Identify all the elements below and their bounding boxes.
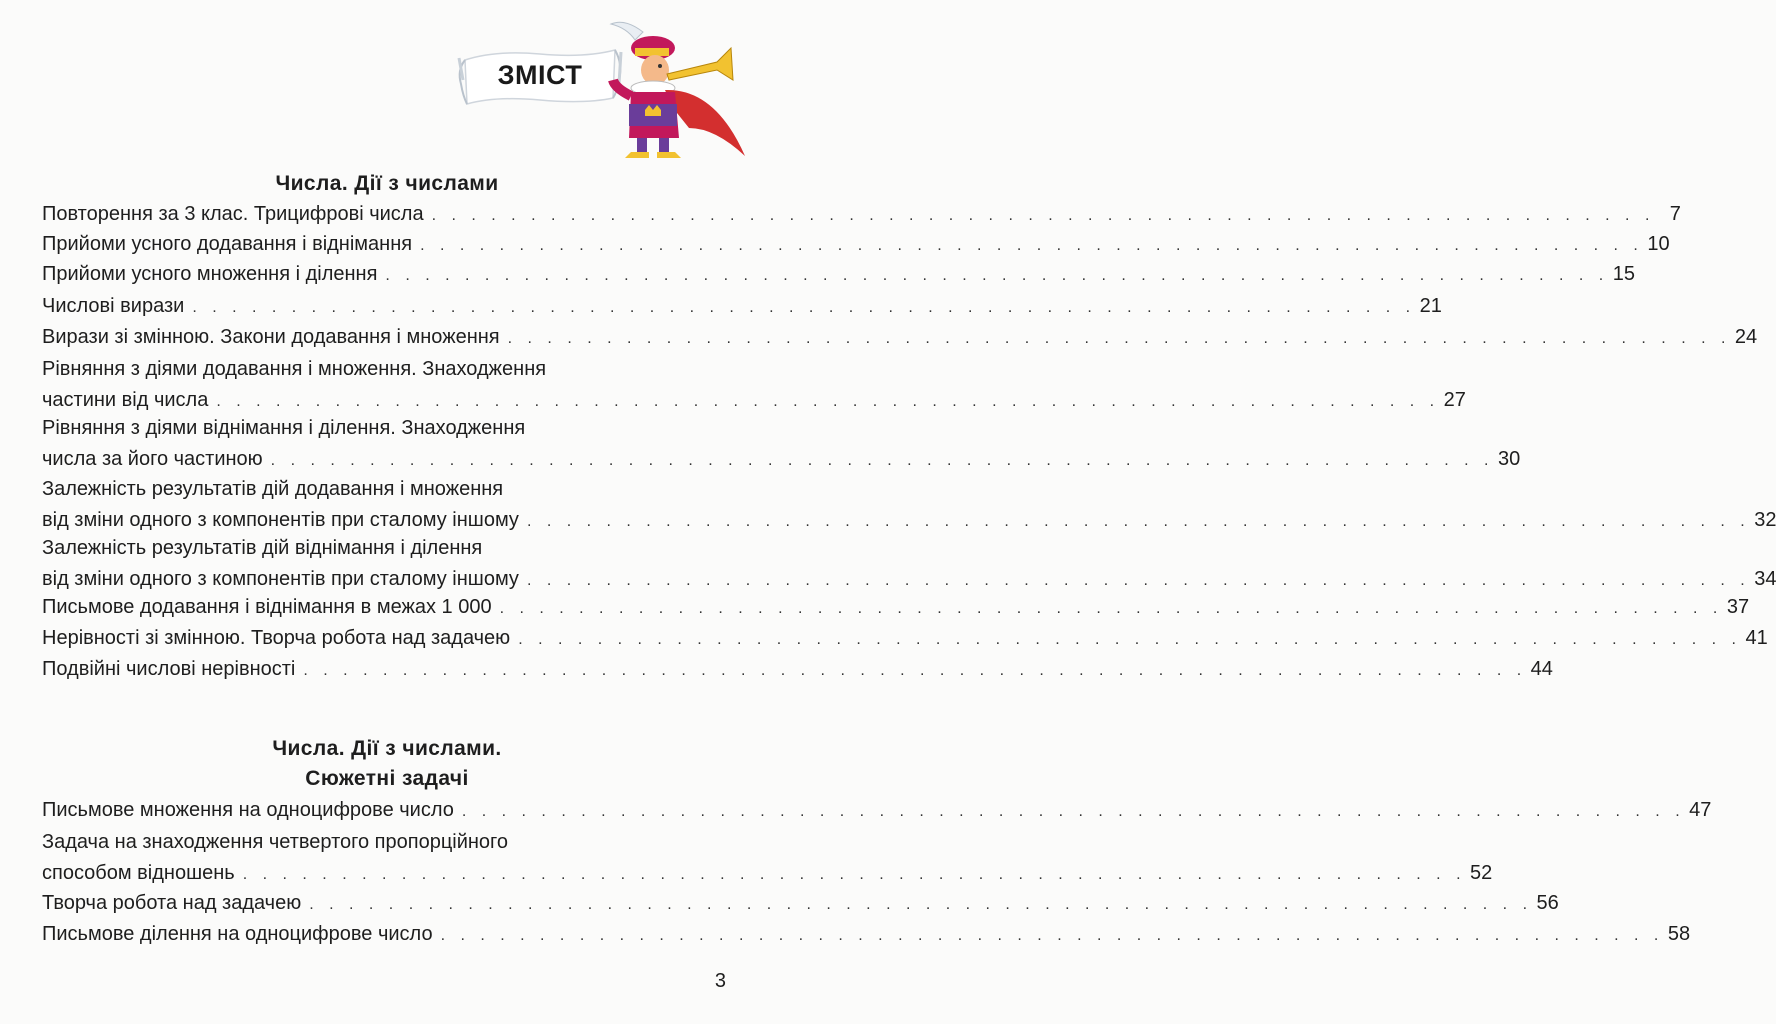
toc-entry[interactable] [42,592,1750,623]
toc-entry[interactable] [42,533,1776,595]
header-banner [455,40,625,112]
toc-entry-text-cont: способом відношень [42,862,235,884]
section-subtitle: Сюжетні задачі [305,767,469,790]
leader-dots: . . . . . . . . . . . . . . . . . . . . . . . . . . . . . . . . . . . . . . . . . . . . . . . . . . . . . . . . . . . . . . [303,662,1527,679]
leader-dots: . . . . . . . . . . . . . . . . . . . . . . . . . . . . . . . . . . . . . . . . . . . . . . . . . . . . . . . . . . . . . . [440,927,1664,944]
toc-entry[interactable] [42,795,1712,826]
leader-dots: . . . . . . . . . . . . . . . . . . . . . . . . . . . . . . . . . . . . . . . . . . . . . . . . . . . . . . . . . . . . . . [499,600,1723,617]
leader-dots: . . . . . . . . . . . . . . . . . . . . . . . . . . . . . . . . . . . . . . . . . . . . . . . . . . . . . . . . . . . . . . [309,896,1533,913]
leader-dots: . . . . . . . . . . . . . . . . . . . . . . . . . . . . . . . . . . . . . . . . . . . . . . . . . . . . . . . . . . . . . . [431,207,1655,224]
toc-page-number: 58 [1667,923,1691,945]
toc-entry-text: Прийоми усного множення і ділення [42,263,378,285]
toc-page-number: 44 [1530,658,1553,680]
toc-entry[interactable] [42,199,1681,230]
toc-page-number: 47 [1689,799,1712,821]
toc-entry-text: Творча робота над задачею [42,892,302,914]
toc-page-number: 37 [1726,596,1750,618]
leader-dots: . . . . . . . . . . . . . . . . . . . . . . . . . . . . . . . . . . . . . . . . . . . . . . . . . . . . . . . . . . . . . . [526,513,1751,530]
section-title: Числа. Дії з числами. [272,737,502,760]
toc-entry[interactable] [42,354,1466,416]
toc-page-number: 15 [1612,263,1635,285]
toc-page-number: 10 [1647,233,1670,255]
toc-entry-text: Письмове ділення на одноцифрове число [42,923,433,945]
toc-entry[interactable] [42,919,1691,950]
toc-page-number: 32 [1754,509,1776,531]
leader-dots: . . . . . . . . . . . . . . . . . . . . . . . . . . . . . . . . . . . . . . . . . . . . . . . . . . . . . . . . . . . . . . [385,267,1609,284]
toc-entry-text-cont: числа за його частиною [42,448,263,470]
toc-entry[interactable] [42,888,1559,919]
toc-entry-text-cont: від зміни одного з компонентів при сталому іншому [42,568,519,590]
leader-dots: . . . . . . . . . . . . . . . . . . . . . . . . . . . . . . . . . . . . . . . . . . . . . . . . . . . . . . . . . . . . . . [526,572,1751,589]
toc-entry-text: Залежність результатів дій додавання і множення [42,478,504,500]
toc-page-number: 27 [1443,389,1466,411]
leader-dots: . . . . . . . . . . . . . . . . . . . . . . . . . . . . . . . . . . . . . . . . . . . . . . . . . . . . . . . . . . . . . . [461,803,1686,820]
toc-page-number: 7 [1669,203,1681,225]
toc-entry-text: Задача на знаходження четвертого пропорційного [42,831,509,853]
toc-entry[interactable] [42,229,1670,260]
leader-dots: . . . . . . . . . . . . . . . . . . . . . . . . . . . . . . . . . . . . . . . . . . . . . . . . . . . . . . . . . . . . . . [216,393,1440,410]
toc-entry[interactable] [42,322,1758,353]
leader-dots: . . . . . . . . . . . . . . . . . . . . . . . . . . . . . . . . . . . . . . . . . . . . . . . . . . . . . . . . . . . . . . [270,452,1494,469]
toc-entry[interactable] [42,623,1768,654]
toc-entry[interactable] [42,259,1635,290]
leader-dots: . . . . . . . . . . . . . . . . . . . . . . . . . . . . . . . . . . . . . . . . . . . . . . . . . . . . . . . . . . . . . . [420,237,1644,254]
toc-entry-text-cont: від зміни одного з компонентів при сталому іншому [42,509,519,531]
toc-page-number: 24 [1734,326,1758,348]
toc-entry-text: Вирази зі змінною. Закони додавання і множення [42,326,500,348]
toc-page-number: 52 [1470,862,1493,884]
toc-entry[interactable] [42,413,1521,475]
section-title: Числа. Дії з числами [275,172,499,195]
toc-entry-text: Письмове додавання і віднімання в межах 1 000 [42,596,492,618]
toc-page-number: 56 [1536,892,1559,914]
toc-entry-text: Письмове множення на одноцифрове число [42,799,454,821]
page-title: ЗМІСТ [497,60,583,90]
toc-entry-text: Повторення за 3 клас. Трицифрові числа [42,203,424,225]
toc-page-number: 41 [1745,627,1768,649]
toc-entry[interactable] [42,827,1493,889]
leader-dots: . . . . . . . . . . . . . . . . . . . . . . . . . . . . . . . . . . . . . . . . . . . . . . . . . . . . . . . . . . . . . . [507,330,1731,347]
toc-entry-text: Нерівності зі змінною. Творча робота над задачею [42,627,511,649]
toc-entry-text: Подвійні числові нерівності [42,658,296,680]
toc-page-number: 30 [1497,448,1521,470]
page-number: 3 [714,970,726,992]
leader-dots: . . . . . . . . . . . . . . . . . . . . . . . . . . . . . . . . . . . . . . . . . . . . . . . . . . . . . . . . . . . . . . [518,631,1742,648]
leader-dots: . . . . . . . . . . . . . . . . . . . . . . . . . . . . . . . . . . . . . . . . . . . . . . . . . . . . . . . . . . . . . . [242,866,1467,883]
toc-entry[interactable] [42,654,1553,685]
toc-entry-text: Прийоми усного додавання і віднімання [42,233,413,255]
toc-entry-text-cont: частини від числа [42,389,209,411]
herald-trumpeter-icon [605,18,755,160]
toc-entry-text: Залежність результатів дій віднімання і ділення [42,537,483,559]
toc-entry-text: Рівняння з діями віднімання і ділення. Знаходження [42,417,526,439]
leader-dots: . . . . . . . . . . . . . . . . . . . . . . . . . . . . . . . . . . . . . . . . . . . . . . . . . . . . . . . . . . . . . . [192,299,1416,316]
toc-entry-text: Рівняння з діями додавання і множення. Знаходження [42,358,547,380]
toc-entry-text: Числові вирази [42,295,185,317]
toc-page-number: 34 [1754,568,1776,590]
toc-page-number: 21 [1419,295,1442,317]
toc-entry[interactable] [42,474,1776,536]
toc-entry[interactable] [42,291,1442,322]
